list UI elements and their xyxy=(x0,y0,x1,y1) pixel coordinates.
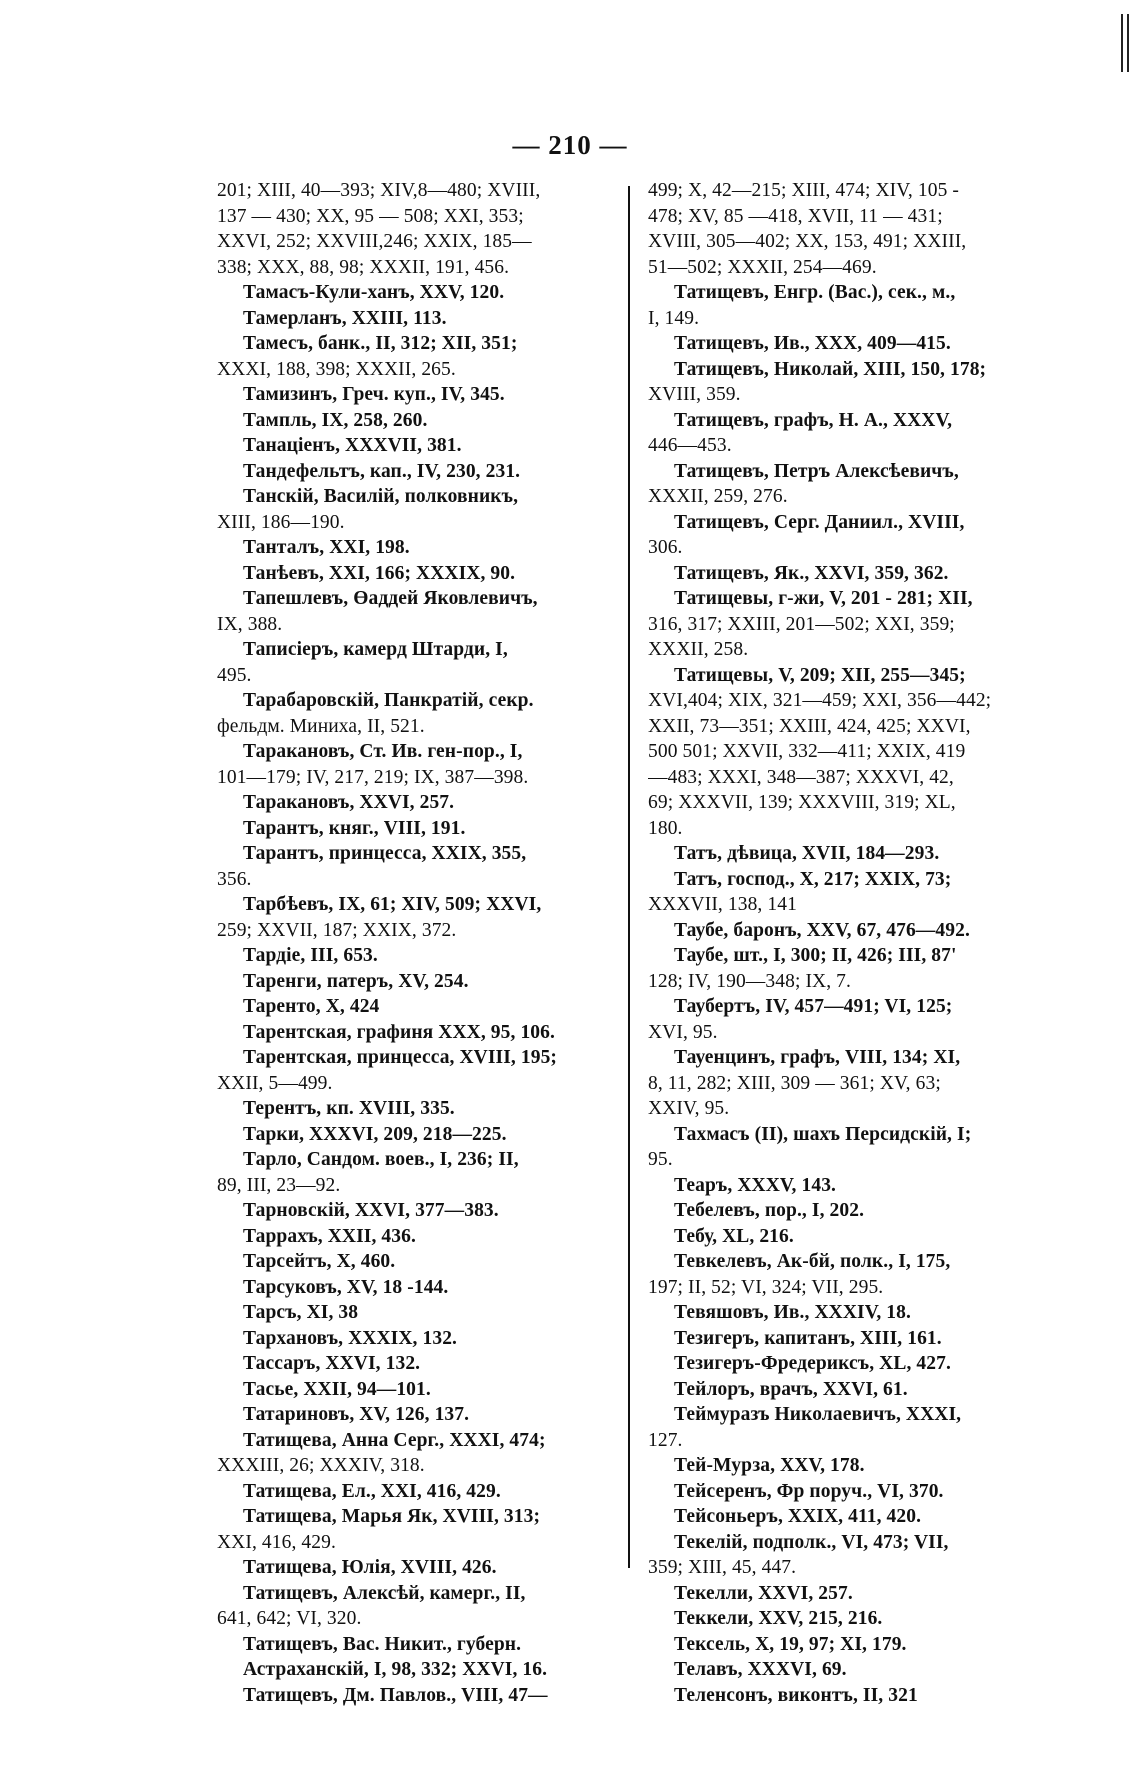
index-entry: Татищева, Ел., XXI, 416, 429. xyxy=(243,1480,501,1502)
index-entry: Текелли, XXVI, 257. xyxy=(674,1582,853,1604)
left-column xyxy=(217,178,625,1708)
index-entry: Татищевы, г-жи, V, 201 - 281; XII, xyxy=(674,588,973,609)
index-entry: Телавъ, XXXVI, 69. xyxy=(674,1659,847,1680)
right-column xyxy=(648,178,1056,1708)
index-entry-continuation: 495. xyxy=(217,664,252,686)
index-entry-continuation: I, 149. xyxy=(648,307,700,329)
index-entry: Татищевы, V, 209; XII, 255—345; xyxy=(674,664,966,686)
index-entry: Татищевъ, Алексѣй, камерг., II, xyxy=(243,1582,526,1604)
index-entry-continuation: XXXII, 258. xyxy=(648,639,749,660)
index-entry: Таракановъ, Ст. Ив. ген-пор., I, xyxy=(243,741,523,762)
index-entry: Тамасъ-Кули-ханъ, XXV, 120. xyxy=(243,282,505,303)
index-entry: Тамесъ, банк., II, 312; XII, 351; xyxy=(243,333,518,354)
index-entry: Таубе, шт., I, 300; II, 426; III, 87' xyxy=(674,945,957,966)
index-entry-continuation: XXI, 416, 429. xyxy=(217,1531,336,1553)
index-entry: Тамерланъ, XXIII, 113. xyxy=(243,307,447,329)
index-entry: Тезигеръ-Фредериксъ, XL, 427. xyxy=(674,1353,951,1374)
index-entry: Таррахъ, XXII, 436. xyxy=(243,1225,416,1247)
index-entry: Танталъ, XXI, 198. xyxy=(243,537,410,558)
index-entry-continuation: 101—179; IV, 217, 219; IX, 387—398. xyxy=(217,766,529,788)
index-entry: Тарсъ, XI, 38 xyxy=(243,1302,359,1323)
index-entry-continuation: XVIII, 305—402; XX, 153, 491; XXIII, xyxy=(648,231,967,252)
index-entry-continuation: XXXIII, 26; XXXIV, 318. xyxy=(217,1455,425,1476)
index-entry: Теккели, XXV, 215, 216. xyxy=(674,1608,883,1629)
index-entry-continuation: 8, 11, 282; XIII, 309 — 361; XV, 63; xyxy=(648,1072,941,1094)
index-entry: Тебелевъ, пор., I, 202. xyxy=(674,1200,865,1221)
index-entry: Танскій, Василій, полковникъ, xyxy=(243,486,519,507)
index-entry: Тезигеръ, капитанъ, XIII, 161. xyxy=(674,1327,942,1349)
index-entry: Тампль, IX, 258, 260. xyxy=(243,409,428,431)
index-entry: Тапешлевъ, Өаддей Яковлевичъ, xyxy=(243,588,538,609)
index-entry: Тейлоръ, врачъ, XXVI, 61. xyxy=(674,1378,908,1400)
index-entry: Тасье, XXII, 94—101. xyxy=(243,1378,431,1400)
index-entry: Тахмасъ (II), шахъ Персидскій, I; xyxy=(674,1123,972,1145)
index-entry: Татищевъ, Енгр. (Вас.), сек., м., xyxy=(674,282,956,303)
index-entry-continuation: 89, III, 23—92. xyxy=(217,1174,341,1196)
index-entry: Таренги, патеръ, XV, 254. xyxy=(243,970,469,992)
index-entry-continuation: 127. xyxy=(648,1429,683,1451)
index-entry-continuation: 128; IV, 190—348; IX, 7. xyxy=(648,970,851,992)
index-entry: Тархановъ, XXXIX, 132. xyxy=(243,1327,458,1349)
index-entry-continuation: XXXI, 188, 398; XXXII, 265. xyxy=(217,358,456,380)
index-entry-continuation: —483; XXXI, 348—387; XXXVI, 42, xyxy=(648,766,954,788)
index-entry-continuation: 500 501; XXVII, 332—411; XXIX, 419 xyxy=(648,741,966,762)
index-entry: Текелій, подполк., VI, 473; VII, xyxy=(674,1531,949,1553)
index-entry-continuation: 259; XXVII, 187; XXIX, 372. xyxy=(217,919,457,941)
index-entry: Татищевъ, Ив., XXX, 409—415. xyxy=(674,333,951,354)
index-entry: Тарновскій, XXVI, 377—383. xyxy=(243,1200,499,1221)
index-entry: Тевкелевъ, Ак-бй, полк., I, 175, xyxy=(674,1251,951,1272)
index-entry-continuation: 137 — 430; XX, 95 — 508; XXI, 353; xyxy=(217,205,524,227)
index-entry: Татищевъ, Як., XXVI, 359, 362. xyxy=(674,562,949,584)
index-entry-continuation: XIII, 186—190. xyxy=(217,511,345,533)
index-entry-continuation: XVIII, 359. xyxy=(648,384,741,405)
index-entry: Тебу, XL, 216. xyxy=(674,1225,794,1247)
index-entry-continuation: 446—453. xyxy=(648,435,732,456)
index-entry: Тейсеренъ, Фр поруч., VI, 370. xyxy=(674,1480,944,1502)
edge-rule xyxy=(1121,14,1123,72)
index-entry: Таубертъ, IV, 457—491; VI, 125; xyxy=(674,996,953,1017)
index-entry: Танѣевъ, XXI, 166; XXXIX, 90. xyxy=(243,562,516,584)
index-entry: Танаціенъ, XXXVII, 381. xyxy=(243,435,462,456)
index-entry: Татищевъ, Вас. Никит., губерн. xyxy=(243,1633,522,1655)
index-entry: Тарентская, принцесса, XVIII, 195; xyxy=(243,1047,558,1068)
index-entry: Тарантъ, принцесса, XXIX, 355, xyxy=(243,843,527,864)
index-entry-continuation: XVI,404; XIX, 321—459; XXI, 356—442; xyxy=(648,690,992,711)
index-entry: Тарло, Сандом. воев., I, 236; II, xyxy=(243,1149,519,1170)
index-entry-continuation: 51—502; XXXII, 254—469. xyxy=(648,256,877,278)
index-entry: Тарсейтъ, X, 460. xyxy=(243,1251,396,1272)
index-entry-continuation: 316, 317; XXIII, 201—502; XXI, 359; xyxy=(648,613,955,635)
page-number: — 210 — xyxy=(512,130,628,160)
index-entry: Тексель, X, 19, 97; XI, 179. xyxy=(674,1633,907,1655)
index-entry-continuation: 180. xyxy=(648,817,683,839)
index-entry-continuation: XXXVII, 138, 141 xyxy=(648,894,797,915)
index-entry: Терентъ, кп. XVIII, 335. xyxy=(243,1098,455,1119)
index-entry: Татариновъ, XV, 126, 137. xyxy=(243,1404,470,1425)
index-entry: Татъ, дѣвица, XVII, 184—293. xyxy=(674,843,940,864)
index-entry: Таубе, баронъ, XXV, 67, 476—492. xyxy=(674,919,970,941)
index-entry-continuation: 499; X, 42—215; XIII, 474; XIV, 105 - xyxy=(648,180,959,201)
index-entry: Теленсонъ, виконтъ, II, 321 xyxy=(674,1684,918,1706)
index-entry: Тапиcіеръ, камерд Штарди, I, xyxy=(243,639,508,660)
index-entry-continuation: XXII, 5—499. xyxy=(217,1072,333,1094)
index-entry: Тандефельтъ, кап., IV, 230, 231. xyxy=(243,460,521,482)
index-entry-continuation: 359; XIII, 45, 447. xyxy=(648,1557,797,1578)
index-entry-continuation: 641, 642; VI, 320. xyxy=(217,1608,362,1629)
index-entry: Таракановъ, XXVI, 257. xyxy=(243,792,455,813)
index-entry: Татищева, Анна Серг., XXXI, 474; xyxy=(243,1429,546,1451)
index-entry-continuation: 478; XV, 85 —418, XVII, 11 — 431; xyxy=(648,205,943,227)
index-entry-continuation: 201; XIII, 40—393; XIV,8—480; XVIII, xyxy=(217,180,541,201)
index-entry: Татъ, господ., X, 217; XXIX, 73; xyxy=(674,868,952,890)
index-entry: Тауенцинъ, графъ, VIII, 134; XI, xyxy=(674,1047,961,1068)
index-entry: Тейсоньеръ, XXIX, 411, 420. xyxy=(674,1506,922,1527)
index-entry-continuation: XXXII, 259, 276. xyxy=(648,486,788,507)
index-entry: Татищевъ, Николай, XIII, 150, 178; xyxy=(674,358,987,380)
edge-rule xyxy=(1127,14,1129,72)
index-entry-continuation: 197; II, 52; VI, 324; VII, 295. xyxy=(648,1276,884,1298)
index-entry: Татищевъ, Петръ Алексѣевичъ, xyxy=(674,460,959,482)
index-entry-continuation: 338; XXX, 88, 98; XXXII, 191, 456. xyxy=(217,256,510,278)
index-entry-continuation: XXIV, 95. xyxy=(648,1098,730,1119)
index-entry-continuation: 95. xyxy=(648,1149,673,1170)
index-entry-continuation: XXII, 73—351; XXIII, 424, 425; XXVI, xyxy=(648,715,971,737)
index-entry-continuation: фельдм. Миниха, II, 521. xyxy=(217,715,425,737)
index-entry-continuation: XXVI, 252; XXVIII,246; XXIX, 185— xyxy=(217,231,532,252)
index-entry: Тардіе, III, 653. xyxy=(243,945,378,966)
index-entry: Тамизинъ, Греч. куп., IV, 345. xyxy=(243,384,505,405)
index-entry: Тарантъ, княг., VIII, 191. xyxy=(243,817,466,839)
index-entry: Тарентская, графиня XXX, 95, 106. xyxy=(243,1021,555,1043)
index-entry: Тарки, XXXVI, 209, 218—225. xyxy=(243,1123,507,1145)
index-entry-continuation: 306. xyxy=(648,537,683,558)
index-entry: Татищевъ, графъ, Н. А., XXXV, xyxy=(674,409,953,431)
index-entry-continuation: XVI, 95. xyxy=(648,1021,718,1043)
index-entry: Тей-Мурза, XXV, 178. xyxy=(674,1455,865,1476)
column-divider xyxy=(628,186,630,1568)
index-entry-continuation: 356. xyxy=(217,868,252,890)
index-entry: Татищевъ, Дм. Павлов., VIII, 47— xyxy=(243,1684,548,1706)
index-entry: Теаръ, XXXV, 143. xyxy=(674,1174,837,1196)
index-entry: Теймуразъ Николаевичъ, XXXI, xyxy=(674,1404,962,1425)
index-entry: Тарсуковъ, XV, 18 -144. xyxy=(243,1276,449,1298)
index-entry-continuation: IX, 388. xyxy=(217,613,283,635)
index-entry: Таренто, X, 424 xyxy=(243,996,380,1017)
index-entry: Тарбѣевъ, IX, 61; XIV, 509; XXVI, xyxy=(243,894,542,915)
index-entry: Татищева, Юлія, XVIII, 426. xyxy=(243,1557,497,1578)
index-entry: Татищева, Марья Як, XVIII, 313; xyxy=(243,1506,541,1527)
index-entry: Тевяшовъ, Ив., XXXIV, 18. xyxy=(674,1302,911,1323)
index-entry: Астраханскій, I, 98, 332; XXVI, 16. xyxy=(243,1659,548,1680)
index-entry: Татищевъ, Серг. Даниил., XVIII, xyxy=(674,511,965,533)
index-entry-continuation: 69; XXXVII, 139; XXXVIII, 319; XL, xyxy=(648,792,956,813)
index-entry: Тассаръ, XXVI, 132. xyxy=(243,1353,421,1374)
index-entry: Тарабаровскій, Панкратій, секр. xyxy=(243,690,534,711)
